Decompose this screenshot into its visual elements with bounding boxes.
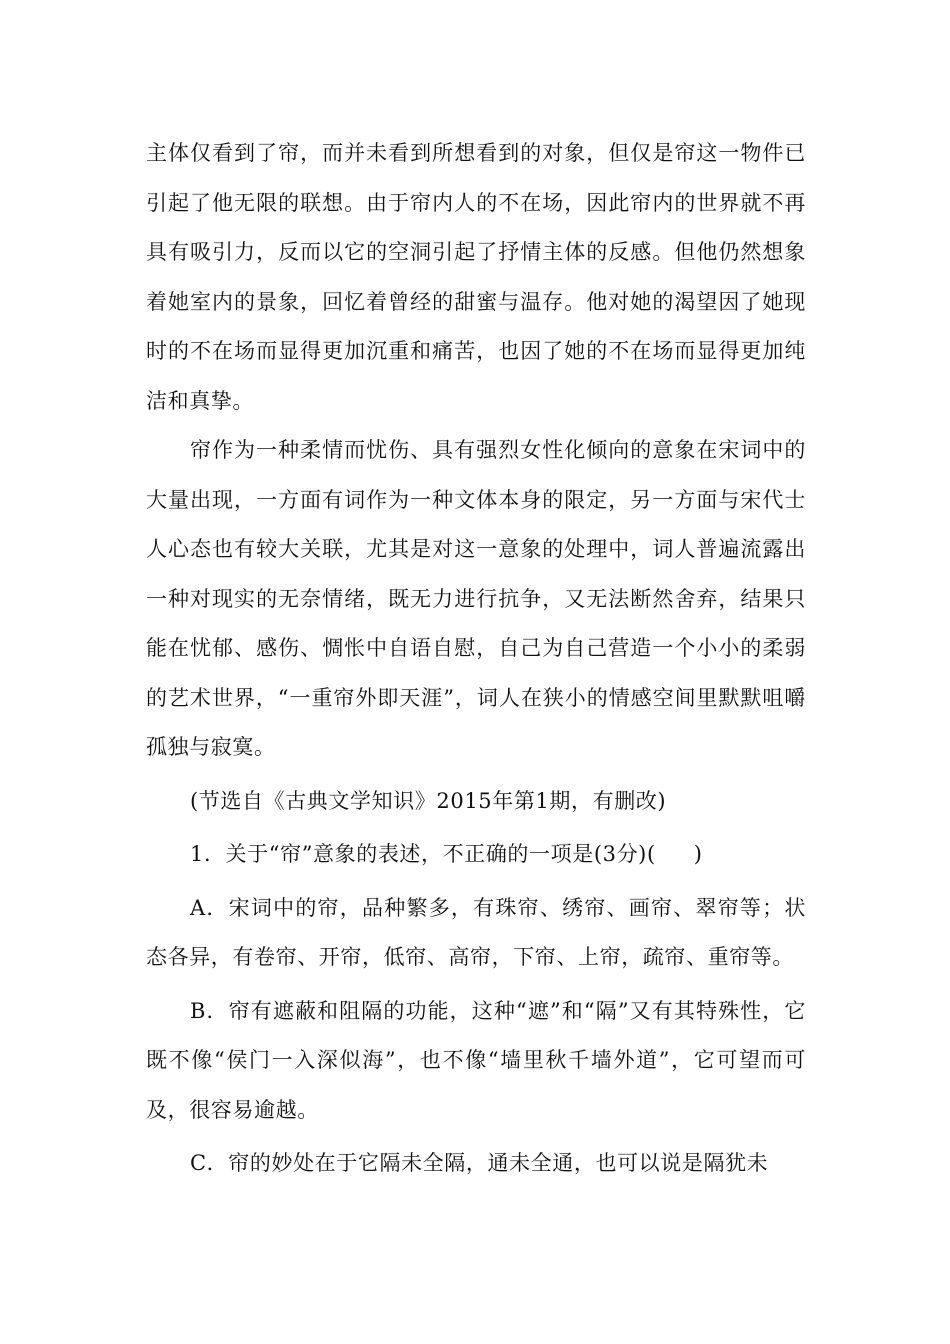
paragraph-analysis: 帘作为一种柔情而忧伤、具有强烈女性化倾向的意象在宋词中的大量出现，一方面有词作为一种文体本身的限定，另一方面与宋代士人心态也有较大关联，尤其是对这一意象的处理中，词人普遍流露出一种对现实的无奈情绪，既无力进行抗争，又无法断然舍弃，结果只能在忧郁、感伤、惆怅中自语自慰，自己为自己营造一个小小的柔弱的艺术世界，“一重帘外即天涯”，词人在狭小的情感空间里默默咀嚼孤独与寂寞。 [146,438,806,759]
document-page [146,129,806,1189]
paragraph-continuation: 主体仅看到了帘，而并未看到所想看到的对象，但仅是帘这一物件已引起了他无限的联想。由于帘内人的不在场，因此帘内的世界就不再具有吸引力，反而以它的空洞引起了抒情主体的反感。但他仍然想象着她室内的景象，回忆着曾经的甜蜜与温存。他对她的渴望因了她现时的不在场而显得更加沉重和痛苦，也因了她的不在场而显得更加纯洁和真挚。 [146,141,806,413]
question-close: ) [693,842,703,866]
question-stem: 1．关于“帘”意象的表述，不正确的一项是(3分)( [190,842,656,866]
option-a: A．宋词中的帘，品种繁多，有珠帘、绣帘、画帘、翠帘等；状态各异，有卷帘、开帘，低帘、高帘，下帘、上帘，疏帘、重帘等。 [146,895,806,969]
option-c: C．帘的妙处在于它隔未全隔，通未全通，也可以说是隔犹未 [190,1151,769,1175]
source-citation: (节选自《古典文学知识》2015年第1期，有删改) [190,788,667,813]
option-b: B．帘有遮蔽和阻隔的功能，这种“遮”和“隔”又有其特殊性，它既不像“侯门一入深似海”，也不像“墙里秋千墙外道”，它可望而可及，很容易逾越。 [146,998,806,1122]
question-1 [146,830,806,880]
